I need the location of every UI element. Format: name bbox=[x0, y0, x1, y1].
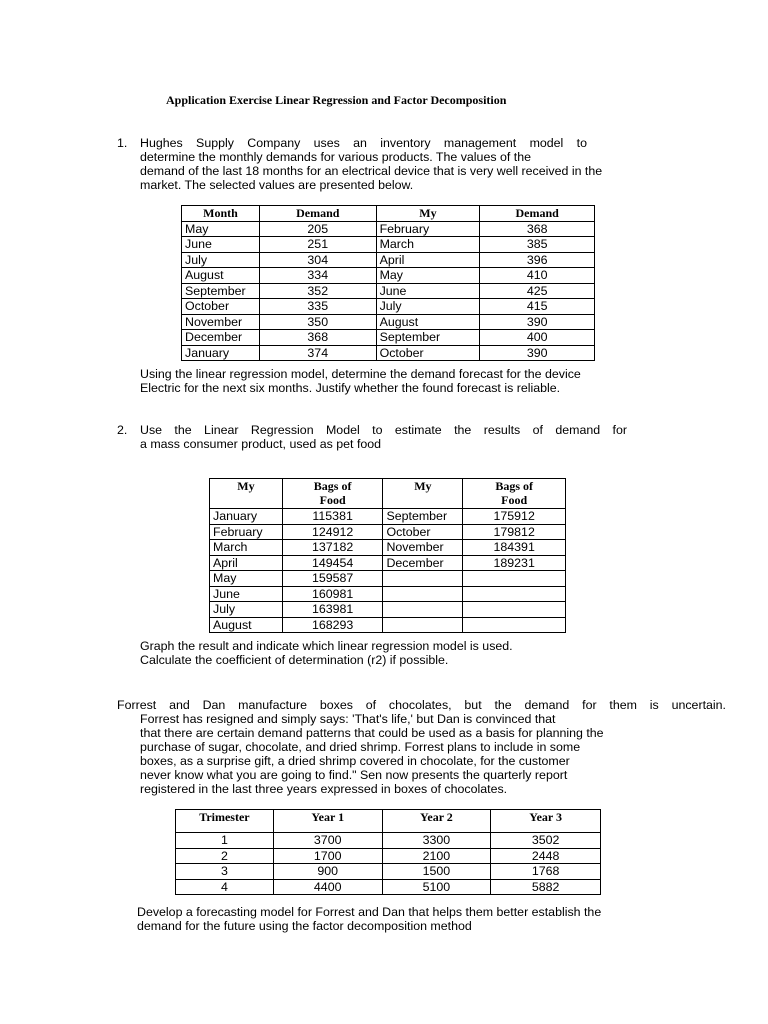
table-row bbox=[182, 283, 595, 299]
column-header: Demand bbox=[259, 206, 376, 222]
table-cell: 335 bbox=[259, 299, 376, 315]
table-row bbox=[182, 252, 595, 268]
table-cell: July bbox=[210, 602, 283, 618]
table-row bbox=[210, 524, 566, 540]
table-row bbox=[210, 509, 566, 525]
document-title: Application Exercise Linear Regression and Factor Decomposition bbox=[166, 93, 507, 107]
table-cell: January bbox=[182, 345, 260, 361]
table-cell: 410 bbox=[480, 268, 595, 284]
table-cell: 189231 bbox=[463, 555, 566, 571]
table-cell: 175912 bbox=[463, 509, 566, 525]
exercise-2-question-line: Calculate the coefficient of determination (r2) if possible. bbox=[140, 653, 449, 667]
exercise-1-intro-line: market. The selected values are presented below. bbox=[140, 178, 414, 192]
table-cell: 1700 bbox=[273, 848, 382, 864]
column-header: My bbox=[383, 479, 463, 509]
table-cell: 179812 bbox=[463, 524, 566, 540]
table-cell: 350 bbox=[259, 314, 376, 330]
table-row bbox=[182, 345, 595, 361]
exercise-2-question-line: Graph the result and indicate which linear regression model is used. bbox=[140, 639, 513, 653]
exercise-1-question-line: Electric for the next six months. Justify whether the found forecast is reliable. bbox=[140, 381, 561, 395]
table-cell: 4400 bbox=[273, 879, 382, 895]
column-header-text: Bags of Food bbox=[313, 479, 352, 507]
table-cell: 3700 bbox=[273, 833, 382, 849]
table-cell: 1768 bbox=[491, 864, 601, 880]
table-cell: October bbox=[383, 524, 463, 540]
table-cell bbox=[383, 617, 463, 633]
table-cell: 425 bbox=[480, 283, 595, 299]
table-cell: May bbox=[210, 571, 283, 587]
table-cell: 374 bbox=[259, 345, 376, 361]
column-header bbox=[282, 479, 383, 509]
exercise-1-intro-line: demand of the last 18 months for an electrical device that is very well received in the bbox=[140, 164, 603, 178]
column-header-text: Bags of Food bbox=[495, 479, 533, 507]
table-cell: October bbox=[376, 345, 480, 361]
table-row bbox=[182, 299, 595, 315]
table-row bbox=[210, 571, 566, 587]
table-cell: April bbox=[210, 555, 283, 571]
table-cell: December bbox=[182, 330, 260, 346]
table-cell bbox=[383, 571, 463, 587]
exercise-2-number: 2. bbox=[117, 423, 128, 437]
table-cell: February bbox=[210, 524, 283, 540]
table-row bbox=[210, 555, 566, 571]
table-cell: 385 bbox=[480, 237, 595, 253]
table-row bbox=[182, 237, 595, 253]
column-header: My bbox=[210, 479, 283, 509]
table-cell: 352 bbox=[259, 283, 376, 299]
table-cell bbox=[463, 586, 566, 602]
exercise-3-task-line: demand for the future using the factor decomposition method bbox=[137, 919, 472, 933]
exercise-1-intro-first-line: Hughes Supply Company uses an inventory management model to bbox=[140, 136, 587, 150]
exercise-3-intro-line: registered in the last three years expressed in boxes of chocolates. bbox=[140, 782, 508, 796]
table-cell: 2100 bbox=[382, 848, 491, 864]
table-row bbox=[176, 864, 601, 880]
table-cell: September bbox=[376, 330, 480, 346]
table-cell: January bbox=[210, 509, 283, 525]
exercise-2-intro-first-line: Use the Linear Regression Model to estimate the results of demand for bbox=[140, 423, 627, 437]
table-cell: 124912 bbox=[282, 524, 383, 540]
table-cell: 163981 bbox=[282, 602, 383, 618]
pet-food-table bbox=[209, 478, 566, 633]
table-cell: 205 bbox=[259, 221, 376, 237]
table-cell: 415 bbox=[480, 299, 595, 315]
table-cell: 159587 bbox=[282, 571, 383, 587]
exercise-2-intro-line: a mass consumer product, used as pet food bbox=[140, 437, 382, 451]
table-cell: 900 bbox=[273, 864, 382, 880]
table-row bbox=[210, 617, 566, 633]
table-cell: 3 bbox=[176, 864, 274, 880]
table-cell: June bbox=[182, 237, 260, 253]
table-cell: September bbox=[383, 509, 463, 525]
table-cell: 368 bbox=[259, 330, 376, 346]
table-cell: 2 bbox=[176, 848, 274, 864]
table-cell: 115381 bbox=[282, 509, 383, 525]
table-cell: 368 bbox=[480, 221, 595, 237]
table-row bbox=[176, 833, 601, 849]
table-cell: December bbox=[383, 555, 463, 571]
table-cell: 5882 bbox=[491, 879, 601, 895]
exercise-3-task-line: Develop a forecasting model for Forrest and Dan that helps them better establish the bbox=[137, 905, 602, 919]
table-cell bbox=[383, 602, 463, 618]
demand-table bbox=[181, 205, 595, 361]
table-cell: 5100 bbox=[382, 879, 491, 895]
exercise-3-intro-line: Forrest has resigned and simply says: 'That's life,' but Dan is convinced that bbox=[140, 712, 556, 726]
table-cell: 168293 bbox=[282, 617, 383, 633]
table-header-row bbox=[210, 479, 566, 509]
table-cell: 390 bbox=[480, 314, 595, 330]
column-header bbox=[463, 479, 566, 509]
table-row bbox=[210, 586, 566, 602]
table-cell: June bbox=[210, 586, 283, 602]
table-cell bbox=[463, 617, 566, 633]
table-cell: July bbox=[182, 252, 260, 268]
column-header: Year 2 bbox=[382, 810, 491, 833]
table-cell: October bbox=[182, 299, 260, 315]
table-row bbox=[182, 314, 595, 330]
quarterly-report-table bbox=[175, 809, 601, 895]
table-cell: July bbox=[376, 299, 480, 315]
table-cell: 251 bbox=[259, 237, 376, 253]
column-header: My bbox=[376, 206, 480, 222]
column-header: Month bbox=[182, 206, 260, 222]
table-cell: August bbox=[182, 268, 260, 284]
column-header: Demand bbox=[480, 206, 595, 222]
table-cell: 2448 bbox=[491, 848, 601, 864]
table-cell: 1500 bbox=[382, 864, 491, 880]
exercise-3-intro-line: purchase of sugar, chocolate, and dried shrimp. Forrest plans to include in some bbox=[140, 740, 581, 754]
exercise-1-number: 1. bbox=[117, 136, 128, 150]
table-row bbox=[176, 848, 601, 864]
table-cell: June bbox=[376, 283, 480, 299]
table-cell: 137182 bbox=[282, 540, 383, 556]
table-cell: September bbox=[182, 283, 260, 299]
table-cell: May bbox=[182, 221, 260, 237]
column-header: Year 3 bbox=[491, 810, 601, 833]
table-cell: 149454 bbox=[282, 555, 383, 571]
table-header-row bbox=[176, 810, 601, 833]
table-row bbox=[182, 268, 595, 284]
exercise-3-intro-first-line: Forrest and Dan manufacture boxes of chocolates, but the demand for them is uncertain. bbox=[117, 698, 726, 712]
exercise-3-intro-line: boxes, as a surprise gift, a dried shrimp covered in chocolate, for the customer bbox=[140, 754, 570, 768]
table-cell: 400 bbox=[480, 330, 595, 346]
table-cell bbox=[463, 571, 566, 587]
table-cell: 4 bbox=[176, 879, 274, 895]
table-cell: August bbox=[376, 314, 480, 330]
table-row bbox=[182, 221, 595, 237]
table-cell: March bbox=[210, 540, 283, 556]
table-cell bbox=[383, 586, 463, 602]
table-cell: November bbox=[383, 540, 463, 556]
table-row bbox=[182, 330, 595, 346]
table-cell: 3300 bbox=[382, 833, 491, 849]
exercise-1-question-line: Using the linear regression model, determine the demand forecast for the device bbox=[140, 367, 581, 381]
table-cell: 1 bbox=[176, 833, 274, 849]
table-header-row bbox=[182, 206, 595, 222]
table-cell: August bbox=[210, 617, 283, 633]
table-cell: May bbox=[376, 268, 480, 284]
table-cell: 390 bbox=[480, 345, 595, 361]
exercise-3-intro-line: never know what you are going to find." Sen now presents the quarterly report bbox=[140, 768, 568, 782]
table-cell: 334 bbox=[259, 268, 376, 284]
exercise-1-intro-line: determine the monthly demands for various products. The values of the bbox=[140, 150, 531, 164]
table-cell: March bbox=[376, 237, 480, 253]
table-row bbox=[210, 602, 566, 618]
table-cell: 160981 bbox=[282, 586, 383, 602]
column-header: Year 1 bbox=[273, 810, 382, 833]
table-row bbox=[176, 879, 601, 895]
table-cell: November bbox=[182, 314, 260, 330]
table-cell: February bbox=[376, 221, 480, 237]
table-cell: April bbox=[376, 252, 480, 268]
table-cell bbox=[463, 602, 566, 618]
table-cell: 184391 bbox=[463, 540, 566, 556]
table-cell: 396 bbox=[480, 252, 595, 268]
table-cell: 304 bbox=[259, 252, 376, 268]
table-cell: 3502 bbox=[491, 833, 601, 849]
table-row bbox=[210, 540, 566, 556]
column-header: Trimester bbox=[176, 810, 274, 833]
exercise-3-intro-line: that there are certain demand patterns that could be used as a basis for planning the bbox=[140, 726, 604, 740]
